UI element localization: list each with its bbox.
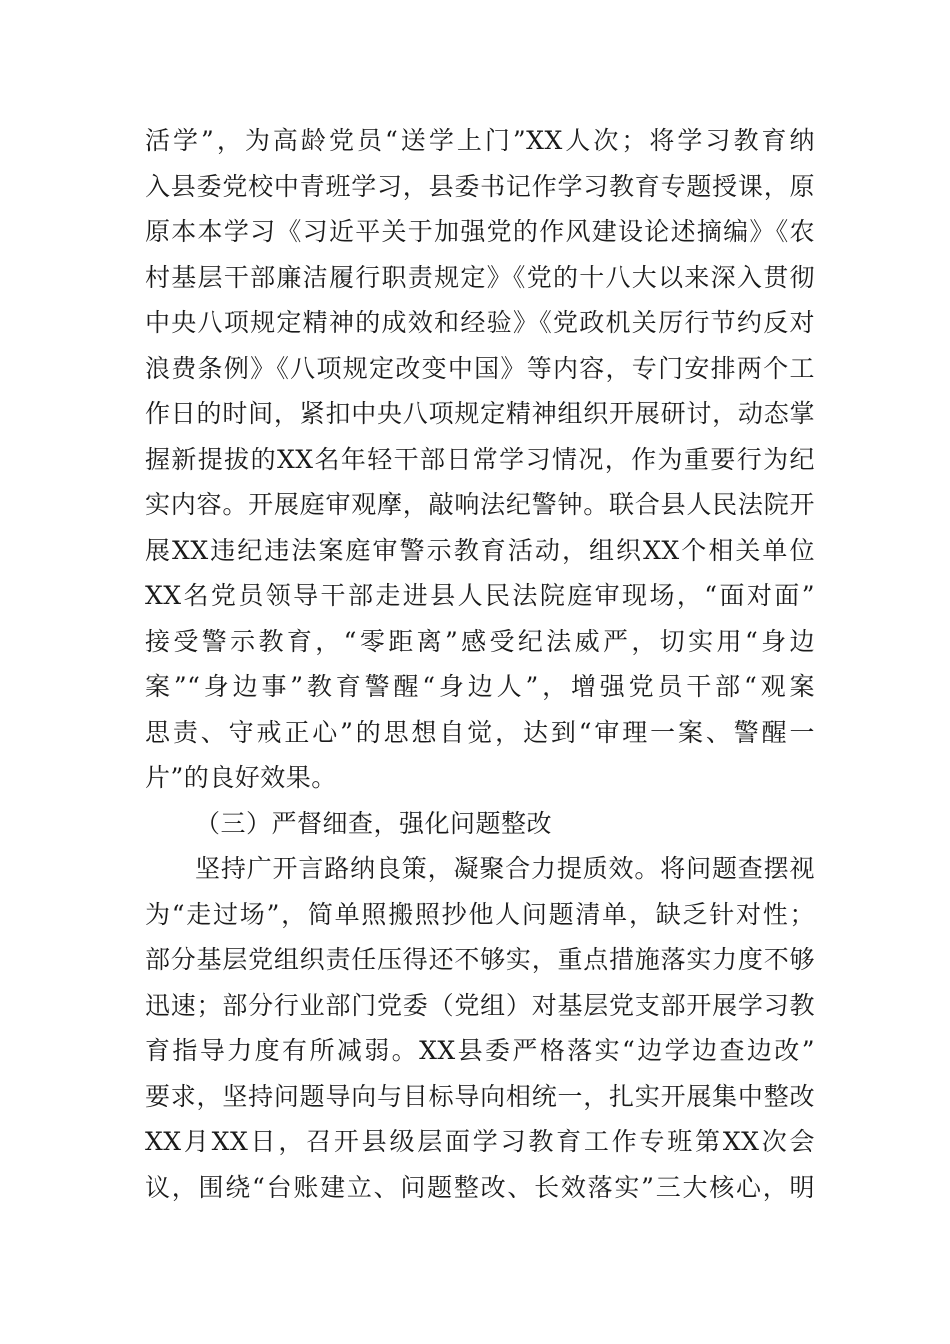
- text-line: 育指导力度有所减弱。XX县委严格落实“边学边查边改”: [145, 1036, 815, 1065]
- section-heading: （三）严督细查，强化问题整改: [195, 808, 553, 838]
- paragraph-1: [145, 118, 815, 801]
- text-line: XX名党员领导干部走进县人民法院庭审现场，“面对面”: [145, 581, 815, 610]
- text-line: 握新提拔的XX名年轻干部日常学习情况，作为重要行为纪: [145, 444, 815, 474]
- text-line: 迅速；部分行业部门党委（党组）对基层党支部开展学习教: [145, 990, 815, 1020]
- paragraph-2: [145, 846, 815, 1210]
- text-line: 片”的良好效果。: [145, 763, 337, 792]
- text-line: XX月XX日，召开县级层面学习教育工作专班第XX次会: [145, 1127, 815, 1156]
- text-line: 接受警示教育，“零距离”感受纪法威严，切实用“身边: [145, 626, 815, 656]
- text-line: 为“走过场”，简单照搬照抄他人问题清单，缺乏针对性；: [145, 899, 815, 929]
- text-line: 展XX违纪违法案庭审警示教育活动，组织XX个相关单位: [145, 535, 815, 565]
- text-line: 原本本学习《习近平关于加强党的作风建设论述摘编》《农: [145, 217, 815, 246]
- text-line: 作日的时间，紧扣中央八项规定精神组织开展研讨，动态掌: [145, 399, 815, 428]
- text-line: 思责、守戒正心”的思想自觉，达到“审理一案、警醒一: [145, 717, 815, 747]
- text-line: 浪费条例》《八项规定改变中国》等内容，专门安排两个工: [145, 353, 815, 383]
- text-line: 部分基层党组织责任压得还不够实，重点措施落实力度不够: [145, 945, 815, 974]
- text-line: 活学”，为高龄党员“送学上门”XX人次；将学习教育纳: [145, 126, 815, 155]
- text-line: 入县委党校中青班学习，县委书记作学习教育专题授课，原: [145, 171, 815, 201]
- text-line: 实内容。开展庭审观摩，敲响法纪警钟。联合县人民法院开: [145, 490, 815, 519]
- text-line: 案”“身边事”教育警醒“身边人”，增强党员干部“观案: [145, 672, 815, 701]
- text-line: 要求，坚持问题导向与目标导向相统一，扎实开展集中整改: [145, 1081, 815, 1111]
- text-line: 中央八项规定精神的成效和经验》《党政机关厉行节约反对: [145, 308, 815, 337]
- text-line: 村基层干部廉洁履行职责规定》《党的十八大以来深入贯彻: [145, 262, 815, 292]
- text-line: 坚持广开言路纳良策，凝聚合力提质效。将问题查摆视: [195, 854, 815, 883]
- document-body: [145, 118, 815, 1210]
- text-line: 议，围绕“台账建立、问题整改、长效落实”三大核心，明: [145, 1172, 815, 1202]
